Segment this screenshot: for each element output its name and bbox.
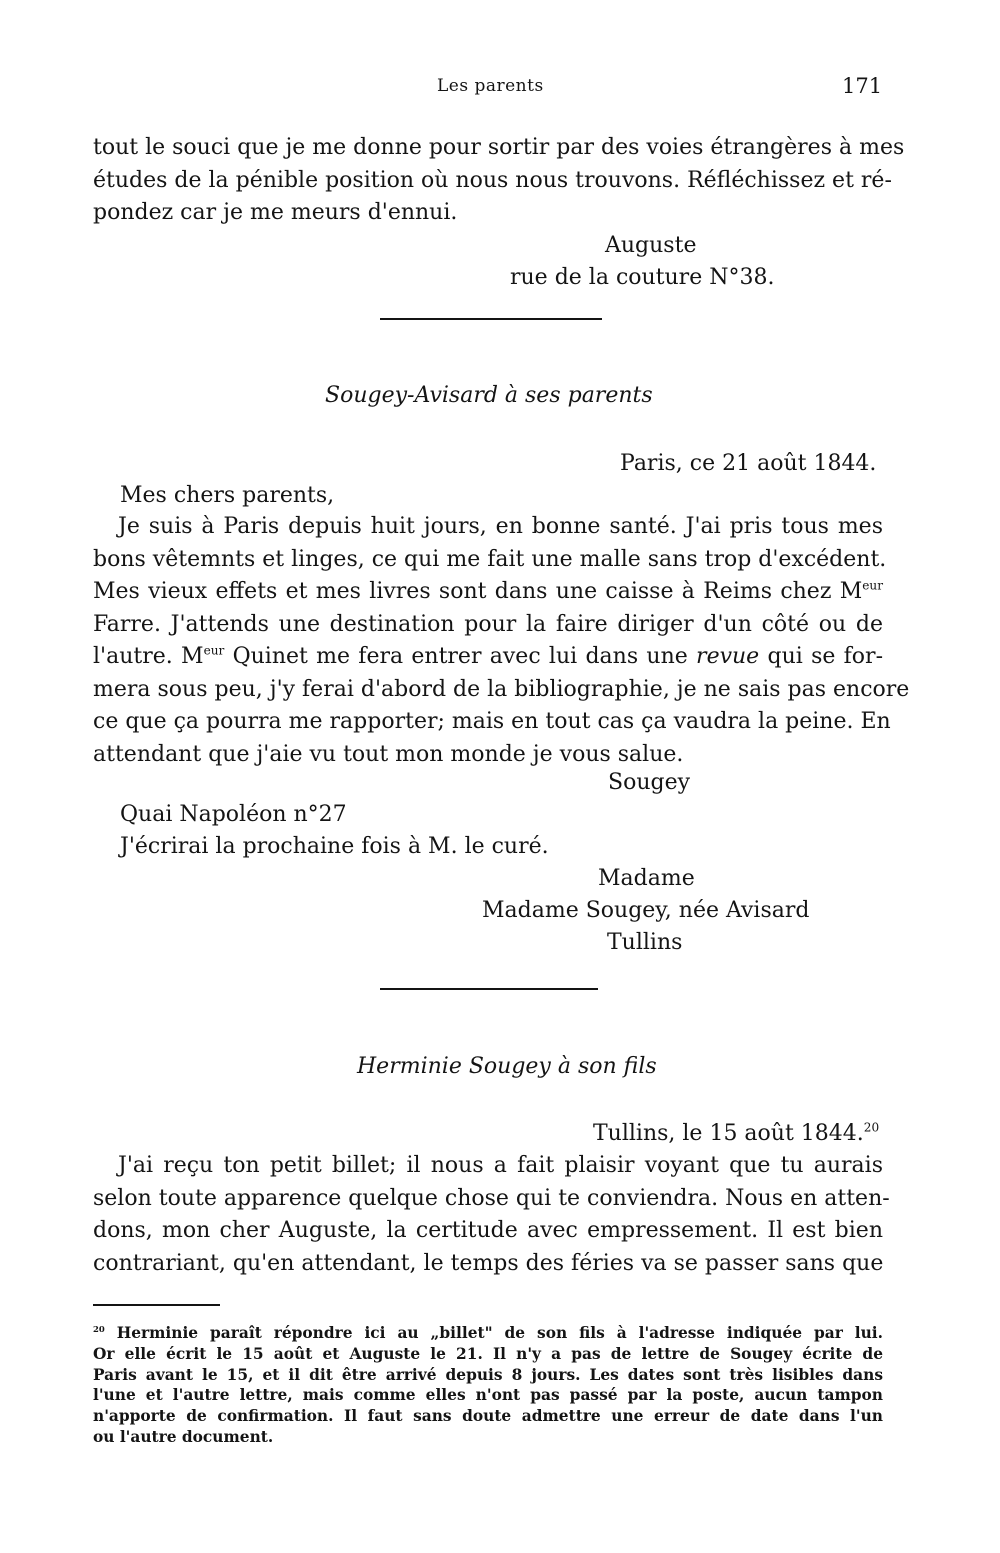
text-line: pondez car je me meurs d'ennui. bbox=[93, 200, 458, 225]
text-line: contrariant, qu'en attendant, le temps des féries va se passer sans que bbox=[93, 1250, 884, 1276]
address-line: Madame bbox=[598, 866, 695, 891]
letter-title: Sougey-Avisard à ses parents bbox=[325, 383, 653, 408]
text-line: selon toute apparence quelque chose qui te conviendra. Nous en atten- bbox=[93, 1185, 890, 1211]
text-line: dons, mon cher Auguste, la certitude avec empressement. Il est bien bbox=[93, 1218, 883, 1243]
signature-auguste: Auguste bbox=[605, 233, 697, 258]
text-line: attendant que j'aie vu tout mon monde je vous salue. bbox=[93, 741, 684, 767]
letter-title: Herminie Sougey à son fils bbox=[357, 1054, 657, 1079]
text-line bbox=[93, 576, 883, 609]
postscript-line: Quai Napoléon n°27 bbox=[120, 802, 347, 827]
text-line: mera sous peu, j'y ferai d'abord de la bibliographie, je ne sais pas encore bbox=[93, 676, 910, 702]
letter-body bbox=[93, 511, 910, 771]
text-line: ce que ça pourra me rapporter; mais en tout cas ça vaudra la peine. En bbox=[93, 709, 891, 734]
footnote-line: Paris avant le 15, et il dit être arrivé depuis 8 jours. Les dates sont très lisibles dans bbox=[93, 1365, 883, 1384]
superscript-abbrev: eur bbox=[862, 578, 883, 593]
address-line: Madame Sougey, née Avisard bbox=[482, 898, 810, 923]
footnote bbox=[93, 1323, 883, 1448]
text-line: J'ai reçu ton petit billet; il nous a fait plaisir voyant que tu aurais bbox=[118, 1153, 883, 1178]
postscript-line: J'écrirai la prochaine fois à M. le curé. bbox=[120, 834, 549, 859]
letter-dateline: Paris, ce 21 août 1844. bbox=[620, 451, 877, 476]
previous-letter-ending bbox=[93, 132, 905, 230]
text-line: études de la pénible position où nous nous trouvons. Réfléchissez et ré- bbox=[93, 167, 892, 193]
letter-dateline bbox=[593, 1118, 879, 1151]
letter-salutation: Mes chers parents, bbox=[120, 483, 335, 508]
letter-body bbox=[93, 1150, 890, 1280]
italic-word: revue bbox=[696, 644, 760, 669]
running-title: Les parents bbox=[437, 76, 544, 96]
footnote-line: n'apporte de confirmation. Il faut sans doute admettre une erreur de date dans l'un bbox=[93, 1407, 883, 1426]
signature-sougey: Sougey bbox=[608, 770, 691, 795]
page-number: 171 bbox=[842, 74, 883, 98]
text-line-part: l'autre. M bbox=[93, 644, 204, 669]
text-line: Farre. J'attends une destination pour la faire diriger d'un côté ou de bbox=[93, 611, 883, 637]
footnote-line bbox=[93, 1323, 883, 1344]
text-line-part: qui se for- bbox=[759, 644, 883, 669]
footnote-line: Or elle écrit le 15 août et Auguste le 21. Il n'y a pas de lettre de Sougey écrite de bbox=[93, 1344, 883, 1363]
text-line: bons vêtemnts et linges, ce qui me fait une malle sans trop d'excédent. bbox=[93, 546, 887, 572]
text-line bbox=[93, 641, 883, 674]
address-auguste: rue de la couture N°38. bbox=[510, 265, 775, 290]
footnote-text: Herminie paraît répondre ici au „billet" de son fils à l'adresse indiquée par lui. bbox=[104, 1324, 883, 1342]
text-line: Je suis à Paris depuis huit jours, en bonne santé. J'ai pris tous mes bbox=[118, 514, 883, 539]
section-divider bbox=[380, 988, 598, 990]
footnote-line: l'une et l'autre lettre, mais comme elles n'ont pas passé par la poste, aucun tampon bbox=[93, 1386, 883, 1405]
section-divider bbox=[380, 318, 602, 320]
address-line: Tullins bbox=[607, 930, 683, 955]
text-line-part: Quinet me fera entrer avec lui dans une bbox=[224, 644, 697, 669]
text-line-part: Mes vieux effets et mes livres sont dans une caisse à Reims chez M bbox=[93, 579, 863, 604]
superscript-abbrev: eur bbox=[203, 643, 225, 658]
dateline-text: Tullins, le 15 août 1844. bbox=[593, 1121, 864, 1146]
footnote-ref: 20 bbox=[863, 1120, 880, 1135]
footnote-line: ou l'autre document. bbox=[93, 1427, 274, 1446]
footnote-rule bbox=[93, 1304, 220, 1306]
text-line: tout le souci que je me donne pour sortir par des voies étrangères à mes bbox=[93, 135, 905, 160]
footnote-number: 20 bbox=[93, 1323, 105, 1334]
